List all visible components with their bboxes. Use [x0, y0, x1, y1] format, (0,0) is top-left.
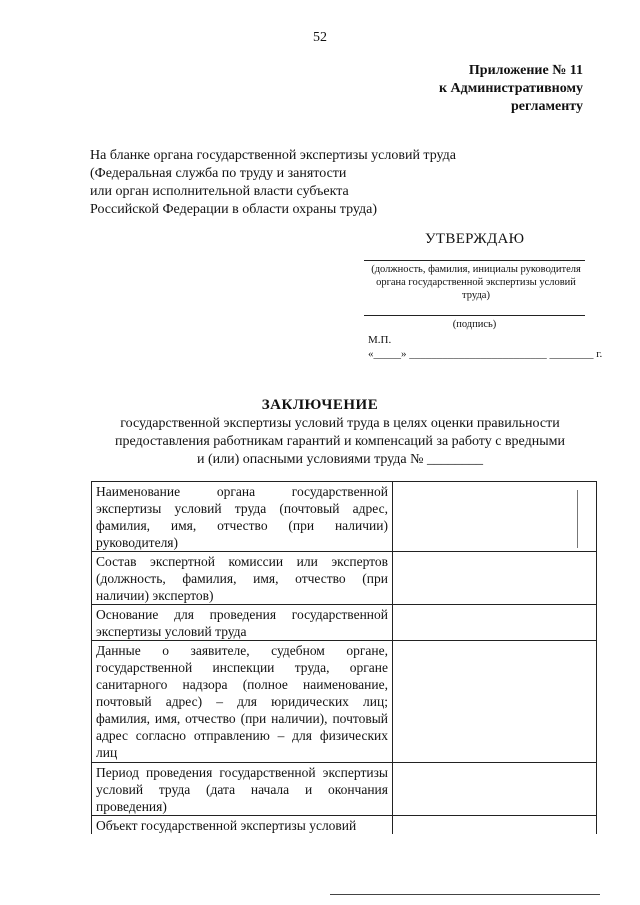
approval-date: «_____» _________________________ ________ г.: [368, 348, 603, 360]
footer-line: [330, 894, 600, 895]
letterhead-line-4: Российской Федерации в области охраны труда): [90, 202, 378, 217]
position-hint-line-2: органа государственной экспертизы условий: [376, 277, 576, 288]
row-value-commission[interactable]: [393, 552, 597, 605]
row-label-applicant: Данные о заявителе, судебном органе, государственной инспекции труда, органе санитарного надзора (полное наименование, почтовый адрес) – для юридических лиц; фамилия, имя, отчество (при наличии), почтовый адрес согласно отправлению – для физических лиц: [92, 641, 393, 763]
signature-hint: (подпись): [452, 319, 497, 330]
table-row: [92, 641, 597, 763]
position-line: [364, 260, 585, 261]
subtitle-line-3: и (или) опасными условиями труда № ________: [197, 452, 483, 467]
row-label-basis: Основание для проведения государственной экспертизы условий труда: [92, 605, 393, 641]
appendix-line-2: к Административному: [438, 81, 583, 96]
approval-title: УТВЕРЖДАЮ: [425, 231, 525, 247]
appendix-header: [439, 62, 583, 116]
row-label-authority: Наименование органа государственной экспертизы условий труда (почтовый адрес, фамилия, имя, отчество (при наличии) руководителя): [92, 482, 393, 552]
letterhead-note: [90, 147, 456, 219]
table-row: [92, 763, 597, 816]
letterhead-line-1: На бланке органа государственной экспертизы условий труда: [90, 148, 456, 163]
page-number: 52: [313, 30, 327, 45]
table-row: [92, 816, 597, 835]
letterhead-line-2: (Федеральная служба по труду и занятости: [90, 166, 347, 181]
document-title: ЗАКЛЮЧЕНИЕ: [261, 397, 379, 413]
signature-line: [364, 315, 585, 316]
appendix-line-3: регламенту: [510, 99, 583, 114]
row-label-object: Объект государственной экспертизы условий: [92, 816, 393, 835]
row-label-period: Период проведения государственной экспертизы условий труда (дата начала и окончания проведения): [92, 763, 393, 816]
row-value-applicant[interactable]: [393, 641, 597, 763]
letterhead-line-3: или орган исполнительной власти субъекта: [90, 184, 349, 199]
document-subtitle: [90, 415, 590, 469]
row-value-basis[interactable]: [393, 605, 597, 641]
table-row: [92, 605, 597, 641]
row-value-period[interactable]: [393, 763, 597, 816]
scan-mark: [577, 490, 578, 548]
row-label-commission: Состав экспертной комиссии или экспертов (должность, фамилия, имя, отчество (при наличии) экспертов): [92, 552, 393, 605]
position-hint: [360, 263, 592, 302]
table-row: [92, 552, 597, 605]
subtitle-line-2: предоставления работникам гарантий и компенсаций за работу с вредными: [115, 434, 565, 449]
row-value-authority[interactable]: [393, 482, 597, 552]
subtitle-line-1: государственной экспертизы условий труда в целях оценки правильности: [120, 416, 560, 431]
position-hint-line-3: труда): [462, 290, 490, 301]
appendix-line-1: Приложение № 11: [468, 63, 583, 78]
conclusion-form-table: [91, 481, 597, 834]
table-row: [92, 482, 597, 552]
position-hint-line-1: (должность, фамилия, инициалы руководителя: [371, 264, 581, 275]
stamp-label: М.П.: [368, 334, 392, 346]
row-value-object[interactable]: [393, 816, 597, 835]
